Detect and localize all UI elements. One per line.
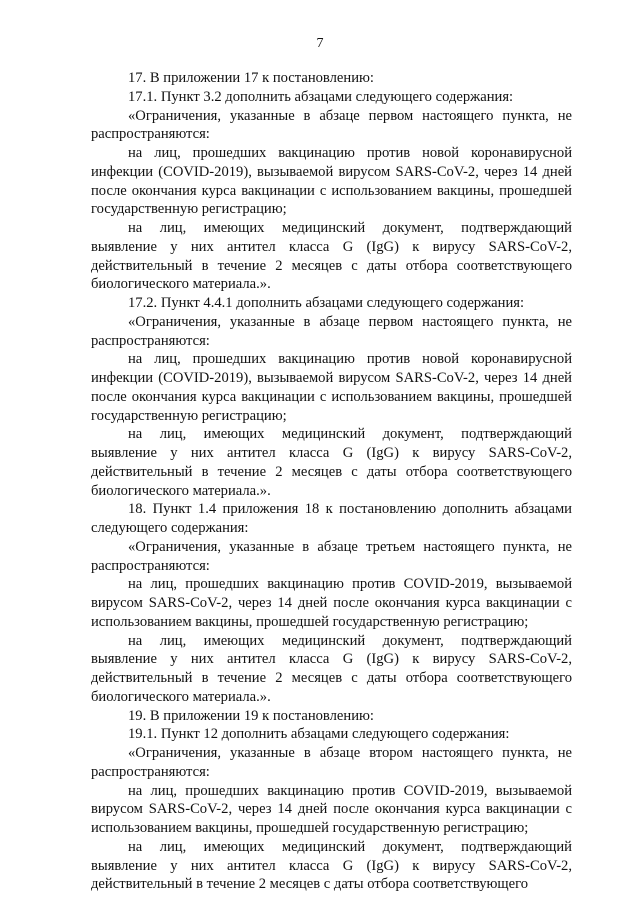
paragraph-19-1-antibodies: на лиц, имеющих медицинский документ, подтверждающий выявление у них антител класса G (IgG) к вирусу SARS-CoV-2, действительный в течение 2 месяцев с даты отбора соответствующего [91, 838, 572, 893]
paragraph-19-1: 19.1. Пункт 12 дополнить абзацами следующего содержания: [128, 726, 510, 743]
paragraph-19-1-intro: «Ограничения, указанные в абзаце втором настоящего пункта, не распространяются: [91, 745, 572, 780]
paragraph-17-2-intro: «Ограничения, указанные в абзаце первом настоящего пункта, не распространяются: [91, 313, 572, 349]
paragraph-17-2: 17.2. Пункт 4.4.1 дополнить абзацами следующего содержания: [128, 295, 525, 311]
paragraph-17-2-vaccinated: на лиц, прошедших вакцинацию против новой коронавирусной инфекции (COVID-2019), вызываемой вирусом SARS-CoV-2, через 14 дней после окончания курса вакцинации с использованием вакцины, прошедшей государственную регистрацию; [91, 351, 572, 424]
paragraph-17-1-intro: «Ограничения, указанные в абзаце первом настоящего пункта, не распространяются: [91, 107, 572, 143]
paragraph-17-1: 17.1. Пункт 3.2 дополнить абзацами следующего содержания: [128, 88, 514, 105]
paragraph-17-1-antibodies: на лиц, имеющих медицинский документ, подтверждающий выявление у них антител класса G (IgG) к вирусу SARS-CoV-2, действительный в течение 2 месяцев с даты отбора соответствующего биологического материала.». [91, 220, 572, 293]
paragraph-18: 18. Пункт 1.4 приложения 18 к постановлению дополнить абзацами следующего содержания: [91, 501, 572, 536]
paragraph-17: 17. В приложении 17 к постановлению: [128, 70, 374, 86]
document-body [91, 69, 572, 894]
paragraph-17-2-antibodies: на лиц, имеющих медицинский документ, подтверждающий выявление у них антител класса G (IgG) к вирусу SARS-CoV-2, действительный в течение 2 месяцев с даты отбора соответствующего биологического материала.». [91, 426, 572, 499]
page-number: 7 [316, 36, 324, 51]
paragraph-17-1-vaccinated: на лиц, прошедших вакцинацию против новой коронавирусной инфекции (COVID-2019), вызываемой вирусом SARS-CoV-2, через 14 дней после окончания курса вакцинации с использованием вакцины, прошедшей государственную регистрацию; [91, 145, 572, 218]
paragraph-18-antibodies: на лиц, имеющих медицинский документ, подтверждающий выявление у них антител класса G (IgG) к вирусу SARS-CoV-2, действительный в течение 2 месяцев с даты отбора соответствующего биологического материала.». [91, 632, 572, 705]
paragraph-18-intro: «Ограничения, указанные в абзаце третьем настоящего пункта, не распространяются: [91, 538, 572, 574]
paragraph-18-vaccinated: на лиц, прошедших вакцинацию против COVID-2019, вызываемой вирусом SARS-CoV-2, через 14 дней после окончания курса вакцинации с использованием вакцины, прошедшей государственную регистрацию; [91, 576, 572, 630]
paragraph-19-1-vaccinated: на лиц, прошедших вакцинацию против COVID-2019, вызываемой вирусом SARS-CoV-2, через 14 дней после окончания курса вакцинации с использованием вакцины, прошедшей государственную регистрацию; [91, 782, 572, 836]
paragraph-19: 19. В приложении 19 к постановлению: [128, 707, 374, 724]
